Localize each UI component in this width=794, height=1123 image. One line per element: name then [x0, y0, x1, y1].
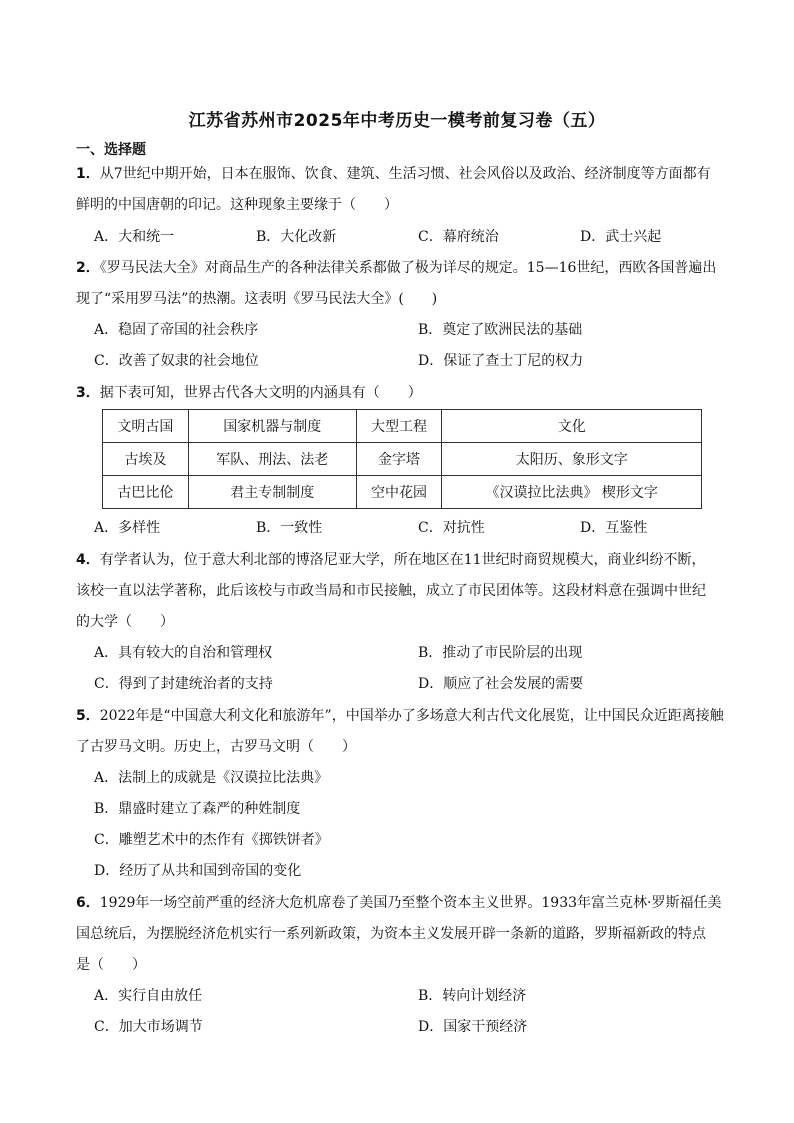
- question-1-line-2: 鲜明的中国唐朝的印记。这种现象主要缘于（ ）: [76, 197, 398, 213]
- question-6-line-3: 是（ ）: [76, 957, 146, 973]
- table-header-cell: 国家机器与制度: [188, 410, 356, 443]
- option-a[interactable]: A．实行自由放任: [94, 988, 203, 1004]
- table-cell: 古埃及: [103, 443, 189, 476]
- option-b[interactable]: B．鼎盛时建立了森严的种姓制度: [94, 801, 301, 817]
- table-cell: 军队、刑法、法老: [188, 443, 356, 476]
- question-text: 有学者认为，位于意大利北部的博洛尼亚大学，所在地区在11世纪时商贸规模大，商业纠纷不断，: [99, 552, 706, 568]
- question-text: 1929年一场空前严重的经济大危机席卷了美国乃至整个资本主义世界。1933年富兰克林·罗斯福任美: [99, 895, 722, 911]
- option-a[interactable]: A．大和统一: [94, 229, 175, 245]
- option-a[interactable]: A．稳固了帝国的社会秩序: [94, 322, 259, 338]
- table-cell: 《汉谟拉比法典》 楔形文字: [442, 476, 702, 509]
- question-3-line-1: [76, 383, 726, 403]
- question-6-line-1: [76, 893, 726, 913]
- table-header-cell: 文明古国: [103, 410, 189, 443]
- question-4-line-3: 的大学（ ）: [76, 614, 174, 630]
- option-c[interactable]: C．改善了奴隶的社会地位: [94, 353, 259, 369]
- option-d[interactable]: D．武士兴起: [580, 229, 662, 245]
- table-row: [103, 476, 702, 509]
- table-header-row: [103, 410, 702, 443]
- option-a[interactable]: A．法制上的成就是《汉谟拉比法典》: [94, 770, 329, 786]
- question-number: 5．: [76, 708, 100, 724]
- question-number: 4．: [76, 552, 100, 568]
- page-title: 江苏省苏州市2025年中考历史一模考前复习卷（五）: [188, 111, 606, 131]
- option-c[interactable]: C．得到了封建统治者的支持: [94, 676, 273, 692]
- civilization-table: [102, 409, 702, 509]
- table-cell: 古巴比伦: [103, 476, 189, 509]
- option-c[interactable]: C．幕府统治: [418, 229, 499, 245]
- option-c[interactable]: C．雕塑艺术中的杰作有《掷铁饼者》: [94, 832, 329, 848]
- question-4-line-2: 该校一直以法学著称，此后该校与市政当局和市民接触，成立了市民团体等。这段材料意在强调中世纪: [76, 583, 706, 599]
- table-cell: 太阳历、象形文字: [442, 443, 702, 476]
- question-5-line-2: 了古罗马文明。历史上，古罗马文明（ ）: [76, 739, 356, 755]
- question-5-line-1: [76, 706, 726, 726]
- option-d[interactable]: D．顺应了社会发展的需要: [418, 676, 584, 692]
- question-number: 2．: [76, 260, 100, 276]
- question-text: 《罗马民法大全》对商品生产的各种法律关系都做了极为详尽的规定。15—16世纪，西欧各国普遍出: [99, 260, 717, 276]
- table-cell: 空中花园: [356, 476, 442, 509]
- question-2-line-1: [76, 258, 726, 278]
- option-d[interactable]: D．国家干预经济: [418, 1019, 528, 1035]
- option-b[interactable]: B．奠定了欧洲民法的基础: [418, 322, 583, 338]
- option-d[interactable]: D．保证了查士丁尼的权力: [418, 353, 584, 369]
- question-number: 1．: [76, 166, 100, 182]
- question-4-line-1: [76, 550, 726, 570]
- question-number: 3．: [76, 385, 100, 401]
- option-b[interactable]: B．转向计划经济: [418, 988, 527, 1004]
- option-c[interactable]: C．加大市场调节: [94, 1019, 203, 1035]
- option-d[interactable]: D．互鉴性: [580, 520, 648, 536]
- table-row: [103, 443, 702, 476]
- table-header-cell: 大型工程: [356, 410, 442, 443]
- table-cell: 君主专制制度: [188, 476, 356, 509]
- option-b[interactable]: B．大化改新: [256, 229, 337, 245]
- question-1-line-1: [76, 164, 726, 184]
- option-c[interactable]: C．对抗性: [418, 520, 485, 536]
- section-heading: 一、选择题: [76, 142, 146, 158]
- option-b[interactable]: B．推动了市民阶层的出现: [418, 645, 583, 661]
- question-6-line-2: 国总统后，为摆脱经济危机实行一系列新政策，为资本主义发展开辟一条新的道路，罗斯福新政的特点: [76, 926, 706, 942]
- option-d[interactable]: D．经历了从共和国到帝国的变化: [94, 863, 302, 879]
- table-header-cell: 文化: [442, 410, 702, 443]
- question-text: 从7世纪中期开始，日本在服饰、饮食、建筑、生活习惯、社会风俗以及政治、经济制度等方面都有: [99, 166, 711, 182]
- question-number: 6．: [76, 895, 100, 911]
- question-text: 据下表可知，世界古代各大文明的内涵具有（ ）: [99, 385, 422, 401]
- option-a[interactable]: A．多样性: [94, 520, 161, 536]
- option-a[interactable]: A．具有较大的自治和管理权: [94, 645, 273, 661]
- option-b[interactable]: B．一致性: [256, 520, 323, 536]
- question-2-line-2: 现了“采用罗马法”的热潮。这表明《罗马民法大全》( ): [76, 291, 438, 307]
- table-cell: 金字塔: [356, 443, 442, 476]
- question-text: 2022年是“中国意大利文化和旅游年”，中国举办了多场意大利古代文化展览，让中国民众近距离接触: [99, 708, 724, 724]
